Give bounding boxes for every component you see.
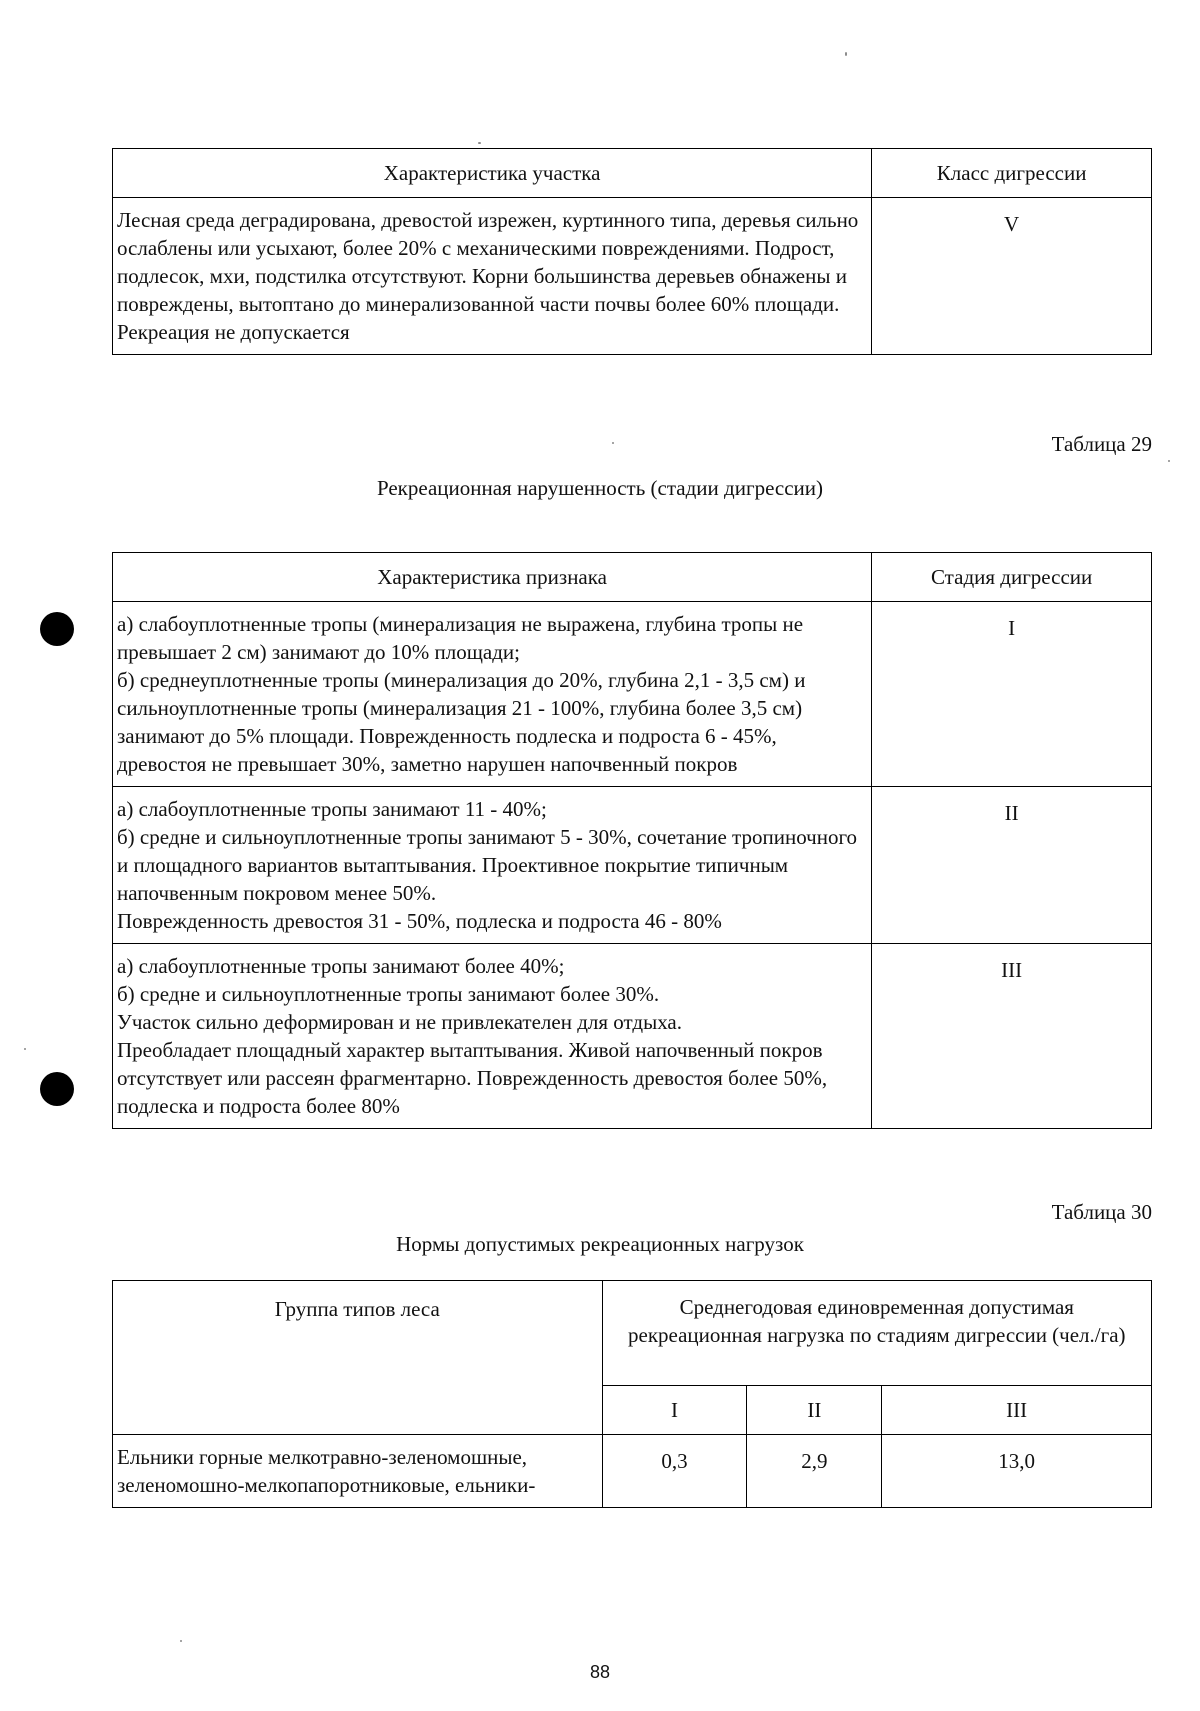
scan-speck	[845, 52, 847, 56]
row-stage: III	[872, 944, 1152, 1129]
scan-speck	[478, 142, 481, 144]
table-30	[112, 1280, 1152, 1508]
row-value-stage-3: 13,0	[882, 1435, 1152, 1508]
table-header-row	[113, 1281, 1152, 1386]
header-digression-class: Класс дигрессии	[872, 149, 1152, 198]
table-29	[112, 552, 1152, 1129]
table-header-row	[113, 149, 1152, 198]
header-recreational-load: Среднегодовая единовременная допустимая рекреационная нагрузка по стадиям дигрессии (чел./га)	[602, 1281, 1151, 1386]
table30-label: Таблица 30	[1051, 1200, 1152, 1224]
punch-hole-bottom	[40, 1072, 74, 1106]
header-site-characteristic: Характеристика участка	[113, 149, 872, 198]
table30-title: Нормы допустимых рекреационных нагрузок	[396, 1232, 804, 1256]
table-row	[113, 602, 1152, 787]
row-stage: I	[872, 602, 1152, 787]
row-description: Лесная среда деградирована, древостой изрежен, куртинного типа, деревья сильно ослаблены или усыхают, более 20% с механическими повреждениями. Подрост, подлесок, мхи, подстилка отсутствуют. Корни большинства деревьев обнажены и повреждены, вытоптано до минерализованной части почвы более 60% площади. Рекреация не допускается	[113, 198, 872, 355]
header-stage: Стадия дигрессии	[872, 553, 1152, 602]
scan-speck	[1168, 460, 1170, 462]
scan-speck	[612, 442, 614, 444]
header-stage-2: II	[747, 1386, 882, 1435]
row-class: V	[872, 198, 1152, 355]
table-row	[113, 1435, 1152, 1508]
table-site-characteristics	[112, 148, 1152, 355]
scan-speck	[180, 1640, 182, 1642]
table-row	[113, 787, 1152, 944]
row-description: а) слабоуплотненные тропы занимают 11 - 40%; б) средне и сильноуплотненные тропы занимают 5 - 30%, сочетание тропиночного и площадного вариантов вытаптывания. Проективное покрытие типичным напочвенным покровом менее 50%. Поврежденность древостоя 31 - 50%, подлеска и подроста 46 - 80%	[113, 787, 872, 944]
punch-hole-top	[40, 612, 74, 646]
row-description: а) слабоуплотненные тропы (минерализация не выражена, глубина тропы не превышает 2 см) занимают до 10% площади; б) среднеуплотненные тропы (минерализация до 20%, глубина 2,1 - 3,5 см) и сильноуплотненные тропы (минерализация 21 - 100%, глубина более 3,5 см) занимают до 5% площади. Поврежденность подлеска и подроста 6 - 45%, древостоя не превышает 30%, заметно нарушен напочвенный покров	[113, 602, 872, 787]
table-row	[113, 198, 1152, 355]
page-number: 88	[589, 1662, 611, 1682]
header-stage-3: III	[882, 1386, 1152, 1435]
scan-speck	[24, 1048, 26, 1050]
table29-label: Таблица 29	[1051, 432, 1152, 456]
row-description: а) слабоуплотненные тропы занимают более 40%; б) средне и сильноуплотненные тропы занимают более 30%. Участок сильно деформирован и не привлекателен для отдыха. Преобладает площадный характер вытаптывания. Живой напочвенный покров отсутствует или рассеян фрагментарно. Поврежденность древостоя более 50%, подлеска и подроста более 80%	[113, 944, 872, 1129]
header-forest-group: Группа типов леса	[113, 1281, 603, 1435]
row-value-stage-2: 2,9	[747, 1435, 882, 1508]
row-value-stage-1: 0,3	[602, 1435, 747, 1508]
table-header-row	[113, 553, 1152, 602]
table29-title: Рекреационная нарушенность (стадии дигрессии)	[376, 476, 824, 500]
row-forest-group: Ельники горные мелкотравно-зеленомошные, зеленомошно-мелкопапоротниковые, ельники-	[113, 1435, 603, 1508]
header-feature: Характеристика признака	[113, 553, 872, 602]
table-row	[113, 944, 1152, 1129]
header-stage-1: I	[602, 1386, 747, 1435]
row-stage: II	[872, 787, 1152, 944]
